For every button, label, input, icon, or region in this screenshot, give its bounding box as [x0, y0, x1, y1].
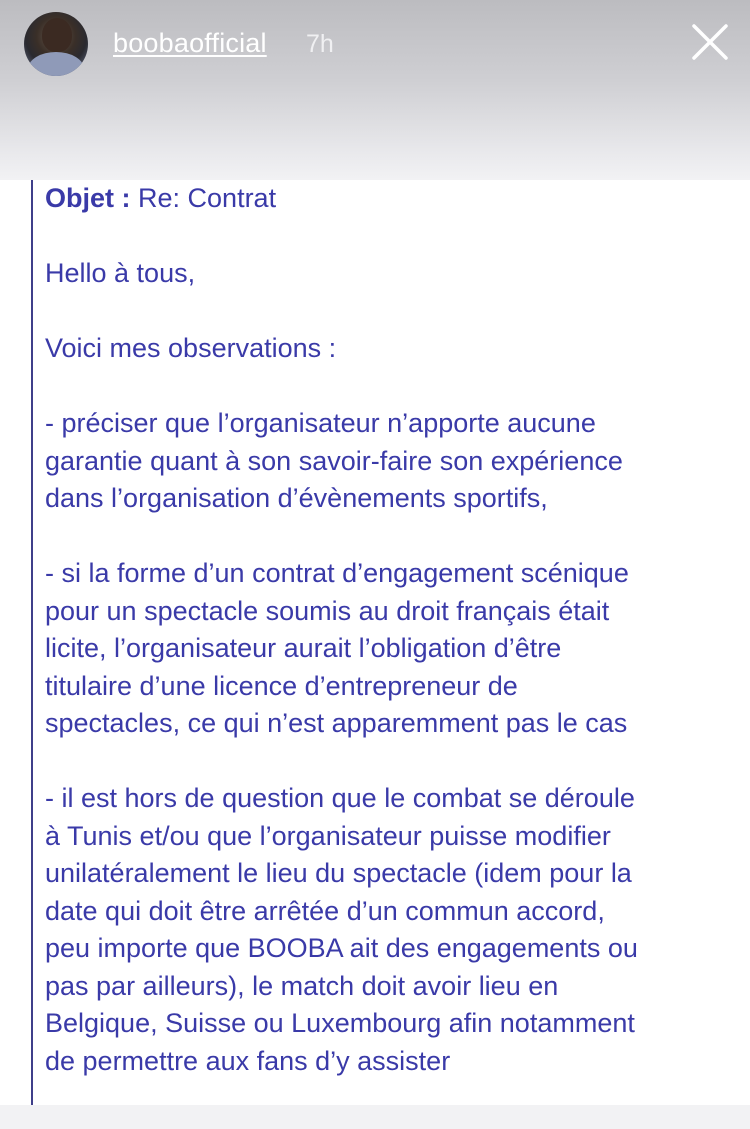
close-button[interactable]: [690, 22, 730, 62]
avatar-face: [42, 18, 72, 52]
email-subject: [45, 180, 745, 218]
username-link[interactable]: boobaofficial: [113, 28, 267, 58]
quote-bar: [31, 180, 33, 1105]
story-content: [0, 180, 750, 1105]
avatar[interactable]: [24, 12, 88, 76]
email-point-1: - préciser que l’organisateur n’apporte aucune garantie quant à son savoir-faire son expérience dans l’organisation d’évènements sportifs,: [45, 408, 623, 513]
subject-value: Re: Contrat: [138, 183, 277, 213]
email-body: [45, 180, 745, 1118]
email-point-3: - il est hors de question que le combat se déroule à Tunis et/ou que l’organisateur puisse modifier unilatéralement le lieu du spectacle (idem pour la date qui doit être arrêtée d’un commun accord, peu importe que BOOBA ait des engagements ou pas par ailleurs), le match doit avoir lieu en Belgique, Suisse ou Luxembourg afin notamment de permettre aux fans d’y assister: [45, 783, 638, 1076]
story-timestamp: 7h: [306, 30, 334, 58]
story-header: [0, 0, 750, 180]
email-intro: Voici mes observations :: [45, 333, 337, 363]
subject-label: Objet :: [45, 183, 131, 213]
email-point-2: - si la forme d’un contrat d’engagement scénique pour un spectacle soumis au droit français était licite, l’organisateur aurait l’obligation d’être titulaire d’une licence d’entrepreneur de spectacles, ce qui n’est apparemment pas le cas: [45, 558, 629, 738]
email-greeting: Hello à tous,: [45, 258, 196, 288]
footer-strip: [0, 1105, 750, 1129]
close-icon: [690, 22, 730, 62]
avatar-shoulders: [28, 52, 84, 76]
